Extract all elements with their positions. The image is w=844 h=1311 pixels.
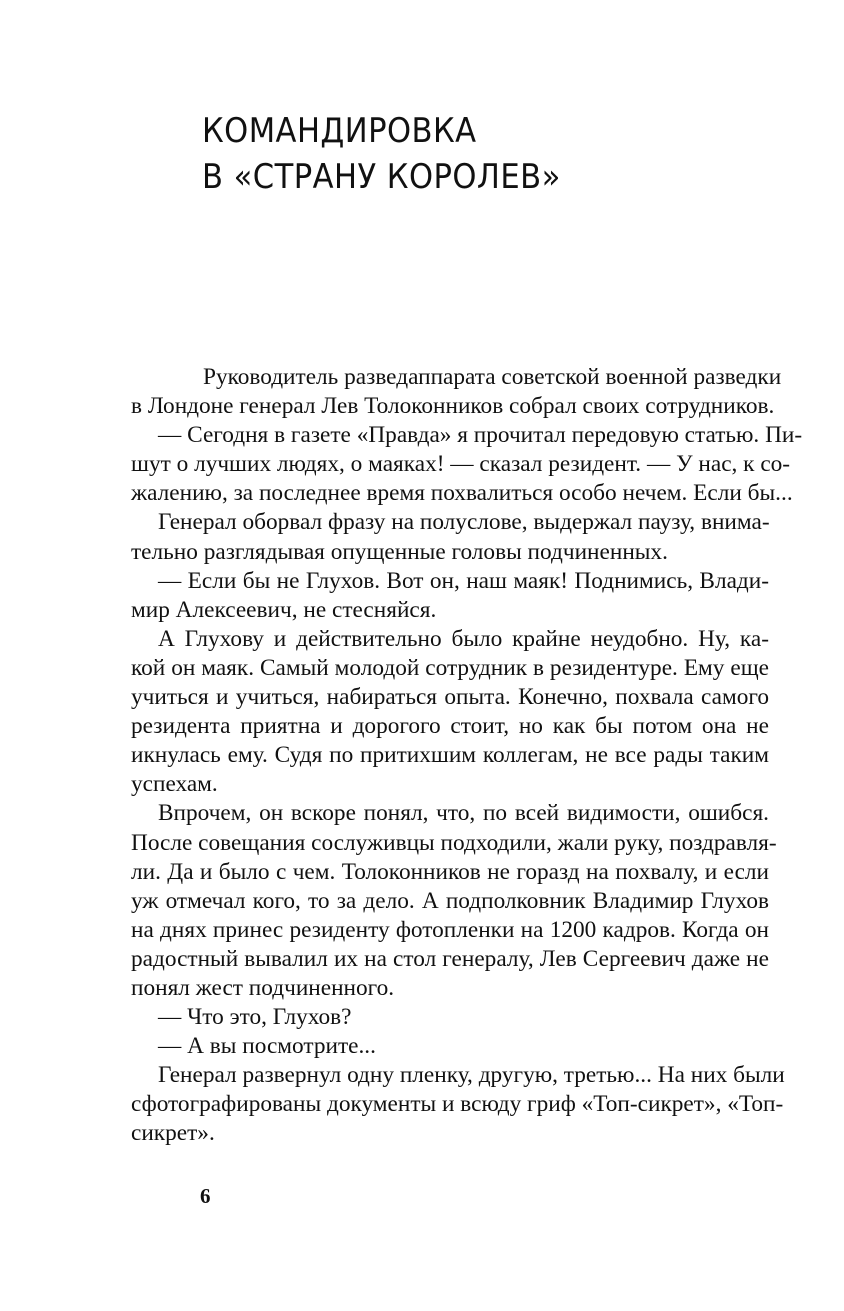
text-line: тельно разглядывая опущенные головы подчиненных. [131, 538, 668, 565]
paragraph-9 [131, 1061, 785, 1148]
chapter-title-line-1: КОМАНДИРОВКА [202, 111, 477, 151]
text-line: в Лондоне генерал Лев Толоконников собрал своих сотрудников. [131, 393, 775, 420]
text-line: уж отмечал кого, то за дело. А подполковник Владимир Глухов [131, 887, 769, 914]
paragraph-4 [131, 567, 769, 625]
paragraph-7 [131, 1003, 769, 1032]
chapter-title [202, 108, 561, 200]
text-line: сикрет». [131, 1120, 215, 1147]
paragraph-3 [131, 508, 769, 566]
paragraph-2 [131, 421, 803, 508]
text-line: Руководитель разведаппарата советской военной разведки [203, 364, 782, 390]
text-line: понял жест подчиненного. [131, 974, 395, 1001]
text-line: мир Алексеевич, не стесняйся. [131, 596, 437, 623]
text-line: жалению, за последнее время похвалиться особо нечем. Если бы... [131, 480, 793, 507]
paragraph-5 [131, 625, 769, 800]
text-line: ли. Да и было с чем. Толоконников не горазд на похвалу, и если [131, 858, 769, 885]
text-line: икнулась ему. Судя по притихшим коллегам, не все рады таким [131, 742, 769, 769]
text-line: успехам. [131, 771, 218, 798]
page-number: 6 [200, 1184, 211, 1208]
text-line: — Что это, Глухов? [158, 1004, 352, 1031]
text-line: — Если бы не Глухов. Вот он, наш маяк! Поднимись, Влади- [158, 567, 769, 594]
text-line: учиться и учиться, набираться опыта. Конечно, похвала самого [131, 684, 769, 711]
text-line: радостный вывалил их на стол генералу, Лев Сергеевич даже не [131, 945, 769, 972]
body-text [131, 363, 803, 1149]
text-line: — А вы посмотрите... [158, 1033, 376, 1060]
text-line: на днях принес резиденту фотопленки на 1200 кадров. Когда он [131, 916, 769, 943]
text-line: кой он маяк. Самый молодой сотрудник в резидентуре. Ему еще [131, 654, 769, 681]
paragraph-8 [131, 1032, 769, 1061]
text-line: Генерал оборвал фразу на полуслове, выдержал паузу, внима- [158, 509, 770, 536]
text-line: А Глухову и действительно было крайне неудобно. Ну, ка- [158, 625, 769, 652]
text-line: Впрочем, он вскоре понял, что, по всей видимости, ошибся. [158, 800, 769, 827]
text-line: Генерал развернул одну пленку, другую, третью... На них были [158, 1062, 785, 1089]
text-line: — Сегодня в газете «Правда» я прочитал передовую статью. Пи- [158, 422, 803, 449]
chapter-title-line-2: В «СТРАНУ КОРОЛЕВ» [202, 157, 561, 197]
text-line: шут о лучших людях, о маяках! — сказал резидент. — У нас, к со- [131, 451, 791, 478]
paragraph-6 [131, 799, 777, 1003]
text-line: После совещания сослуживцы подходили, жали руку, поздравля- [131, 829, 777, 856]
paragraph-1 [131, 363, 782, 421]
text-line: резидента приятна и дорогого стоит, но как бы потом она не [131, 713, 769, 740]
text-line: сфотографированы документы и всюду гриф «Топ-сикрет», «Топ- [131, 1091, 784, 1118]
